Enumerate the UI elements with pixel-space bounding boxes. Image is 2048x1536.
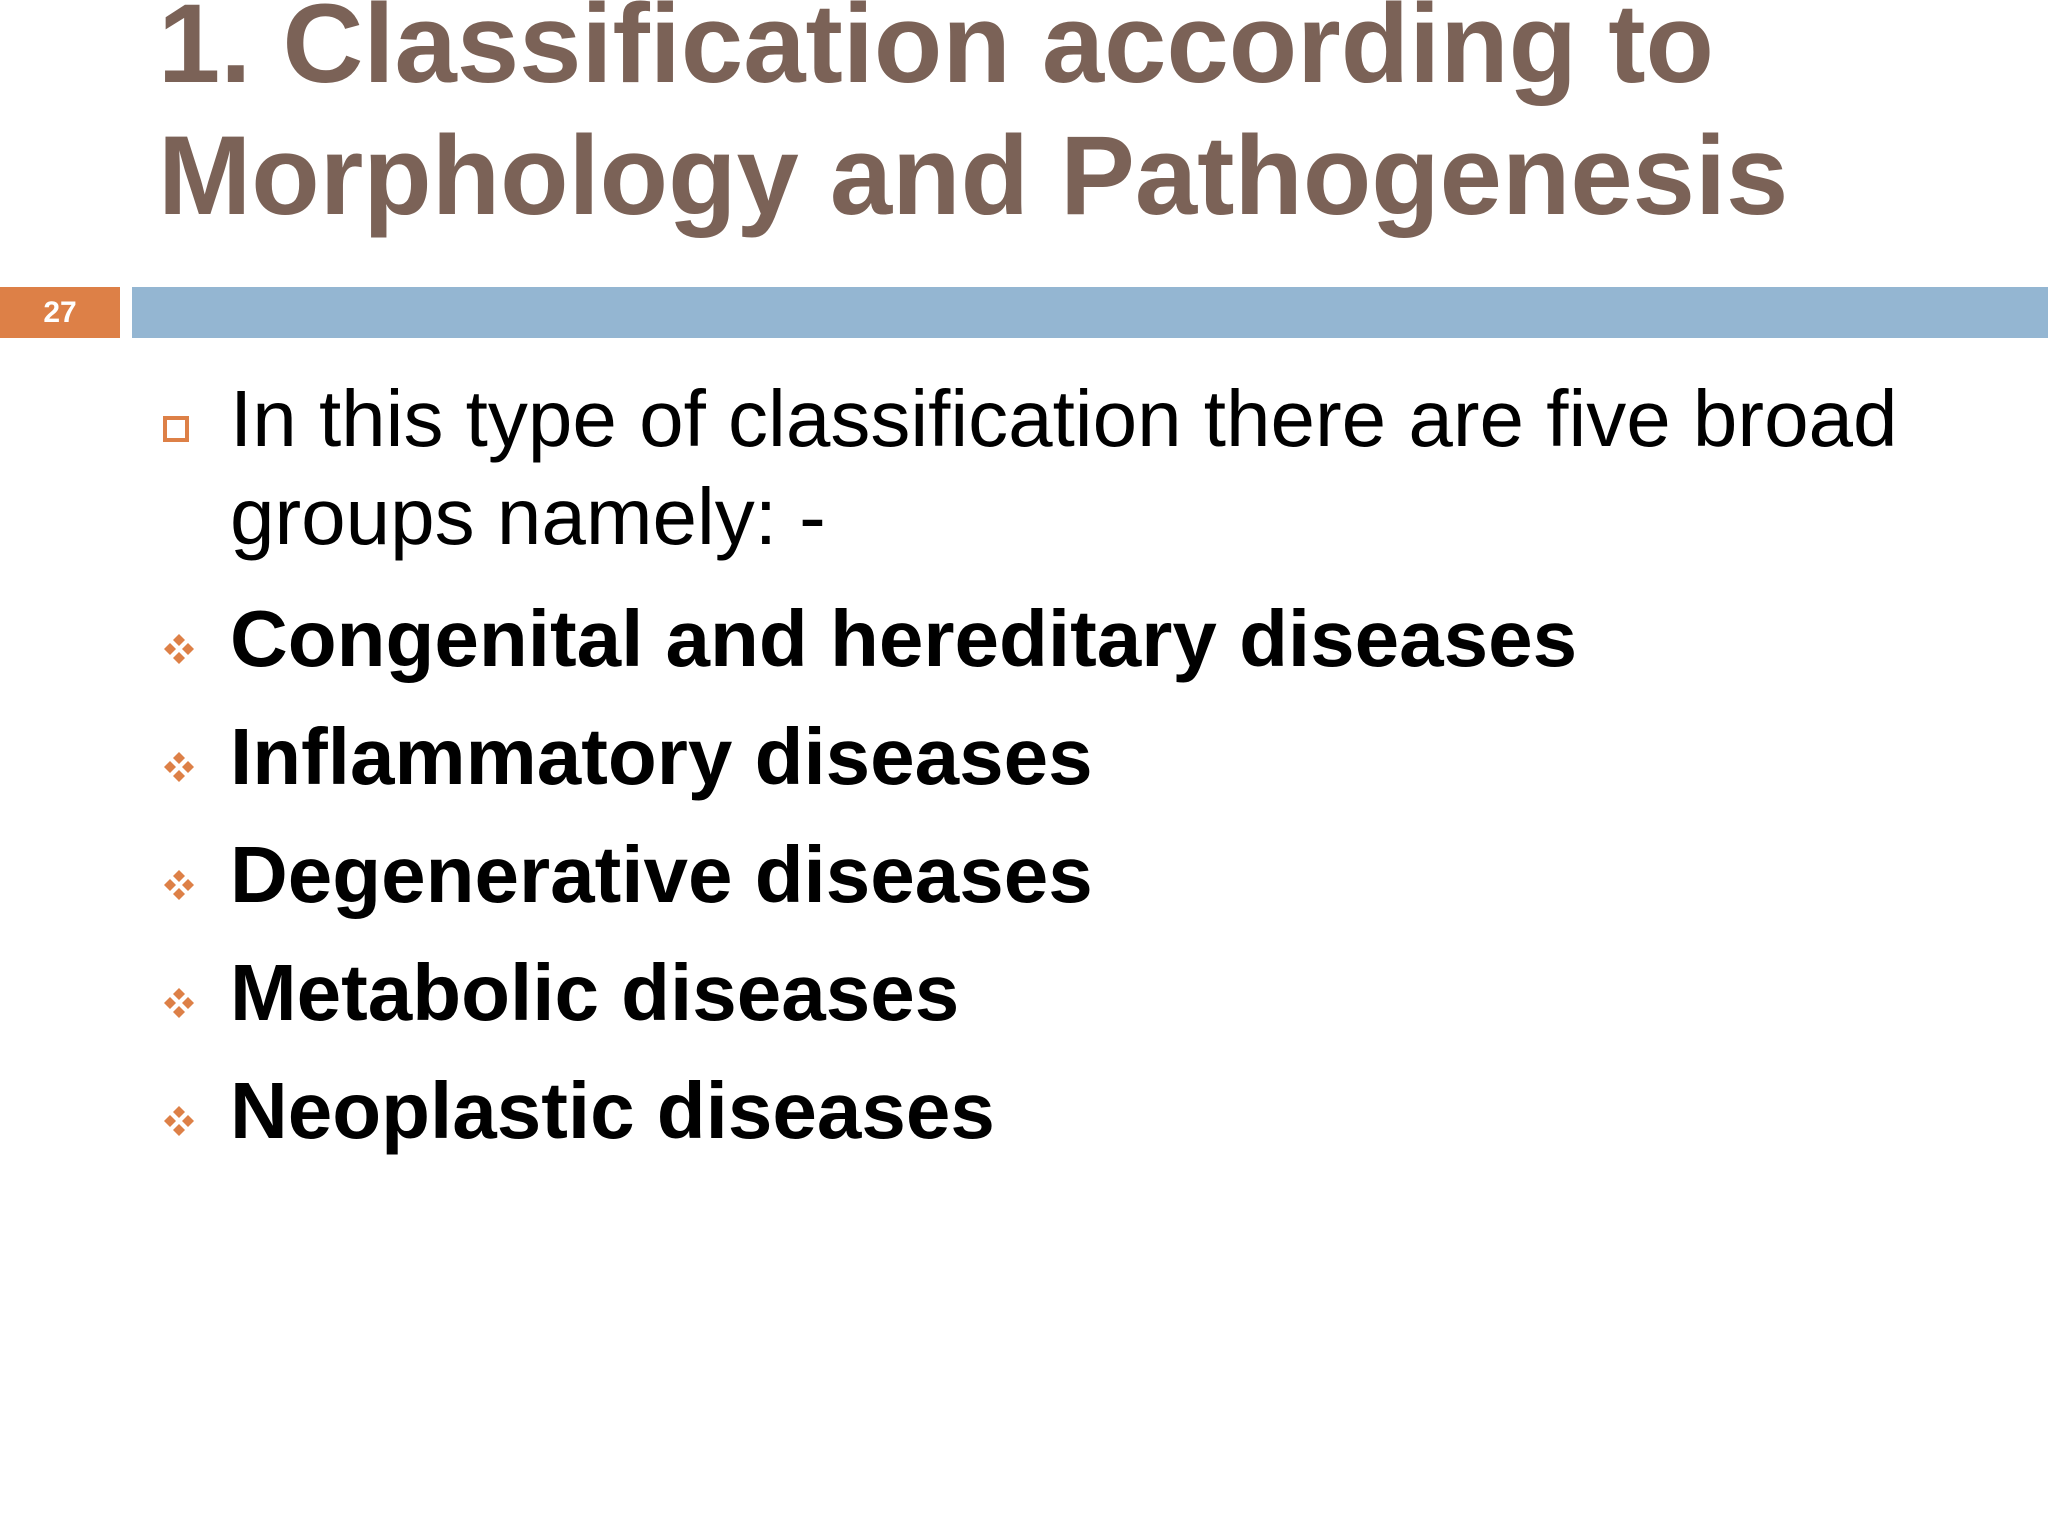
slide-title-line-1: 1. Classification according to [158, 0, 1714, 106]
hollow-square-bullet-icon [163, 416, 189, 442]
list-item [158, 698, 1978, 816]
four-diamond-bullet-icon [160, 630, 198, 668]
list-item [158, 580, 1978, 698]
four-diamond-bullet-icon [160, 1102, 198, 1140]
list-item-label: Congenital and hereditary diseases [230, 594, 1578, 683]
four-diamond-bullet-icon [160, 748, 198, 786]
four-diamond-bullet-icon [160, 984, 198, 1022]
list-item [158, 816, 1978, 934]
accent-bar [132, 287, 2048, 338]
slide-title-line-2: Morphology and Pathogenesis [158, 113, 1789, 238]
list-item-label: Neoplastic diseases [230, 1066, 995, 1155]
intro-paragraph [158, 370, 1978, 566]
slide-number: 27 [0, 287, 120, 338]
slide-title [158, 0, 1978, 242]
slide-body [158, 370, 1978, 1170]
disease-group-list [158, 580, 1978, 1170]
four-diamond-bullet-icon [160, 866, 198, 904]
list-item [158, 1052, 1978, 1170]
list-item-label: Metabolic diseases [230, 948, 960, 1037]
list-item [158, 934, 1978, 1052]
intro-text: In this type of classification there are five broad groups namely: - [230, 374, 1898, 561]
list-item-label: Inflammatory diseases [230, 712, 1093, 801]
list-item-label: Degenerative diseases [230, 830, 1093, 919]
